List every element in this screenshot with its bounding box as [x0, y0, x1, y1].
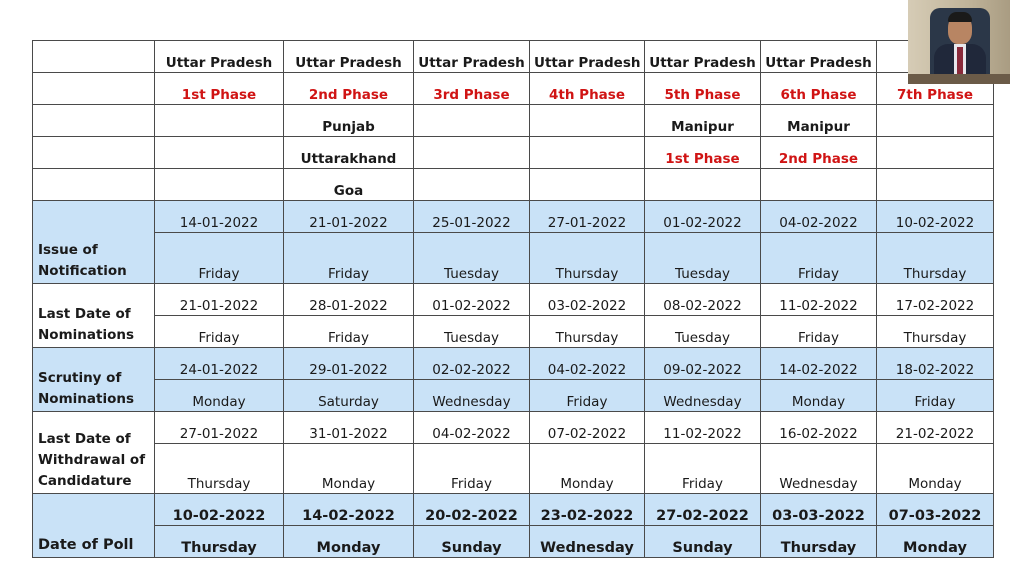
header-row-extra-1-cell-6: Manipur: [761, 105, 877, 137]
header-row-phase-cell-7: 7th Phase: [877, 73, 994, 105]
header-row-extra-3-cell-7: [877, 169, 994, 201]
desk: [908, 74, 1010, 84]
scrutiny-days-cell-2: Saturday: [284, 380, 414, 412]
scrutiny-dates-cell-6: 14-02-2022: [761, 348, 877, 380]
corner-cell: [33, 73, 155, 105]
corner-cell: [33, 41, 155, 73]
issue-dates-cell-5: 01-02-2022: [645, 201, 761, 233]
poll-days-cell-7: Monday: [877, 526, 994, 558]
withdrawal-dates-cell-4: 07-02-2022: [530, 412, 645, 444]
header-row-phase-cell-3: 3rd Phase: [414, 73, 530, 105]
poll-days-cell-2: Monday: [284, 526, 414, 558]
nominations-days-row: [33, 316, 994, 348]
withdrawal-days-cell-1: Thursday: [155, 444, 284, 494]
header-row-extra-1: [33, 105, 994, 137]
withdrawal-days-cell-4: Monday: [530, 444, 645, 494]
header-row-state-cell-6: Uttar Pradesh: [761, 41, 877, 73]
corner-cell: [33, 169, 155, 201]
withdrawal-dates-cell-7: 21-02-2022: [877, 412, 994, 444]
nominations-days-cell-5: Tuesday: [645, 316, 761, 348]
header-row-extra-2-cell-7: [877, 137, 994, 169]
withdrawal-days-cell-3: Friday: [414, 444, 530, 494]
scrutiny-dates-cell-5: 09-02-2022: [645, 348, 761, 380]
poll-dates-row: [33, 494, 994, 526]
header-row-extra-1-cell-5: Manipur: [645, 105, 761, 137]
header-row-extra-1-cell-4: [530, 105, 645, 137]
nominations-dates-cell-2: 28-01-2022: [284, 284, 414, 316]
issue-dates-cell-2: 21-01-2022: [284, 201, 414, 233]
header-row-phase-cell-1: 1st Phase: [155, 73, 284, 105]
withdrawal-days-cell-7: Monday: [877, 444, 994, 494]
scrutiny-days-cell-6: Monday: [761, 380, 877, 412]
withdrawal-dates-cell-5: 11-02-2022: [645, 412, 761, 444]
issue-days-cell-6: Friday: [761, 233, 877, 284]
withdrawal-days-cell-6: Wednesday: [761, 444, 877, 494]
header-row-extra-2: [33, 137, 994, 169]
header-row-phase: [33, 73, 994, 105]
withdrawal-dates-row: [33, 412, 994, 444]
poll-dates-cell-6: 03-03-2022: [761, 494, 877, 526]
row-label-date-of-poll: Date of Poll: [33, 494, 155, 558]
header-row-state: [33, 41, 994, 73]
withdrawal-days-cell-5: Friday: [645, 444, 761, 494]
issue-days-cell-5: Tuesday: [645, 233, 761, 284]
row-label-issue-notification: Issue of Notification: [33, 201, 155, 284]
header-row-extra-3-cell-1: [155, 169, 284, 201]
withdrawal-dates-cell-1: 27-01-2022: [155, 412, 284, 444]
poll-days-cell-5: Sunday: [645, 526, 761, 558]
scrutiny-days-cell-4: Friday: [530, 380, 645, 412]
header-row-state-cell-2: Uttar Pradesh: [284, 41, 414, 73]
nominations-dates-cell-1: 21-01-2022: [155, 284, 284, 316]
row-label-withdrawal: Last Date of Withdrawal of Candidature: [33, 412, 155, 494]
header-row-phase-cell-2: 2nd Phase: [284, 73, 414, 105]
issue-dates-cell-3: 25-01-2022: [414, 201, 530, 233]
poll-dates-cell-2: 14-02-2022: [284, 494, 414, 526]
row-label-last-date-nominations: Last Date of Nominations: [33, 284, 155, 348]
scrutiny-days-row: [33, 380, 994, 412]
scrutiny-days-cell-3: Wednesday: [414, 380, 530, 412]
presenter-hair: [948, 12, 972, 22]
issue-days-cell-7: Thursday: [877, 233, 994, 284]
header-row-extra-3-cell-6: [761, 169, 877, 201]
header-row-extra-3-cell-3: [414, 169, 530, 201]
poll-days-cell-4: Wednesday: [530, 526, 645, 558]
nominations-days-cell-1: Friday: [155, 316, 284, 348]
issue-days-cell-2: Friday: [284, 233, 414, 284]
scrutiny-days-cell-7: Friday: [877, 380, 994, 412]
header-row-phase-cell-5: 5th Phase: [645, 73, 761, 105]
row-label-scrutiny: Scrutiny of Nominations: [33, 348, 155, 412]
issue-dates-cell-4: 27-01-2022: [530, 201, 645, 233]
nominations-dates-cell-4: 03-02-2022: [530, 284, 645, 316]
withdrawal-dates-cell-6: 16-02-2022: [761, 412, 877, 444]
poll-dates-cell-5: 27-02-2022: [645, 494, 761, 526]
issue-days-cell-4: Thursday: [530, 233, 645, 284]
header-row-extra-3-cell-5: [645, 169, 761, 201]
nominations-dates-row: [33, 284, 994, 316]
scrutiny-days-cell-1: Monday: [155, 380, 284, 412]
poll-days-row: [33, 526, 994, 558]
scrutiny-dates-cell-4: 04-02-2022: [530, 348, 645, 380]
corner-cell: [33, 105, 155, 137]
poll-days-cell-3: Sunday: [414, 526, 530, 558]
issue-dates-cell-7: 10-02-2022: [877, 201, 994, 233]
withdrawal-dates-cell-3: 04-02-2022: [414, 412, 530, 444]
header-row-extra-1-cell-7: [877, 105, 994, 137]
scrutiny-dates-cell-1: 24-01-2022: [155, 348, 284, 380]
withdrawal-days-cell-2: Monday: [284, 444, 414, 494]
header-row-phase-cell-4: 4th Phase: [530, 73, 645, 105]
header-row-extra-2-cell-5: 1st Phase: [645, 137, 761, 169]
poll-dates-cell-1: 10-02-2022: [155, 494, 284, 526]
header-row-extra-3: [33, 169, 994, 201]
header-row-extra-2-cell-6: 2nd Phase: [761, 137, 877, 169]
nominations-days-cell-2: Friday: [284, 316, 414, 348]
nominations-dates-cell-7: 17-02-2022: [877, 284, 994, 316]
header-row-extra-2-cell-4: [530, 137, 645, 169]
header-row-state-cell-1: Uttar Pradesh: [155, 41, 284, 73]
poll-dates-cell-4: 23-02-2022: [530, 494, 645, 526]
header-row-extra-2-cell-1: [155, 137, 284, 169]
nominations-dates-cell-6: 11-02-2022: [761, 284, 877, 316]
nominations-days-cell-3: Tuesday: [414, 316, 530, 348]
issue-days-cell-1: Friday: [155, 233, 284, 284]
issue-days-cell-3: Tuesday: [414, 233, 530, 284]
header-row-phase-cell-6: 6th Phase: [761, 73, 877, 105]
corner-cell: [33, 137, 155, 169]
header-row-extra-1-cell-1: [155, 105, 284, 137]
scrutiny-dates-cell-2: 29-01-2022: [284, 348, 414, 380]
header-row-extra-2-cell-2: Uttarakhand: [284, 137, 414, 169]
poll-dates-cell-7: 07-03-2022: [877, 494, 994, 526]
withdrawal-days-row: [33, 444, 994, 494]
nominations-days-cell-7: Thursday: [877, 316, 994, 348]
nominations-dates-cell-5: 08-02-2022: [645, 284, 761, 316]
issue-days-row: [33, 233, 994, 284]
poll-dates-cell-3: 20-02-2022: [414, 494, 530, 526]
nominations-days-cell-6: Friday: [761, 316, 877, 348]
nominations-dates-cell-3: 01-02-2022: [414, 284, 530, 316]
header-row-extra-1-cell-2: Punjab: [284, 105, 414, 137]
issue-dates-row: [33, 201, 994, 233]
election-schedule-table: [32, 40, 994, 558]
presenter-video-overlay: [908, 0, 1010, 84]
poll-days-cell-6: Thursday: [761, 526, 877, 558]
scrutiny-days-cell-5: Wednesday: [645, 380, 761, 412]
scrutiny-dates-cell-3: 02-02-2022: [414, 348, 530, 380]
header-row-state-cell-3: Uttar Pradesh: [414, 41, 530, 73]
header-row-extra-3-cell-2: Goa: [284, 169, 414, 201]
header-row-extra-3-cell-4: [530, 169, 645, 201]
header-row-extra-2-cell-3: [414, 137, 530, 169]
header-row-state-cell-5: Uttar Pradesh: [645, 41, 761, 73]
scrutiny-dates-row: [33, 348, 994, 380]
poll-days-cell-1: Thursday: [155, 526, 284, 558]
nominations-days-cell-4: Thursday: [530, 316, 645, 348]
header-row-state-cell-4: Uttar Pradesh: [530, 41, 645, 73]
issue-dates-cell-6: 04-02-2022: [761, 201, 877, 233]
header-row-extra-1-cell-3: [414, 105, 530, 137]
issue-dates-cell-1: 14-01-2022: [155, 201, 284, 233]
scrutiny-dates-cell-7: 18-02-2022: [877, 348, 994, 380]
withdrawal-dates-cell-2: 31-01-2022: [284, 412, 414, 444]
